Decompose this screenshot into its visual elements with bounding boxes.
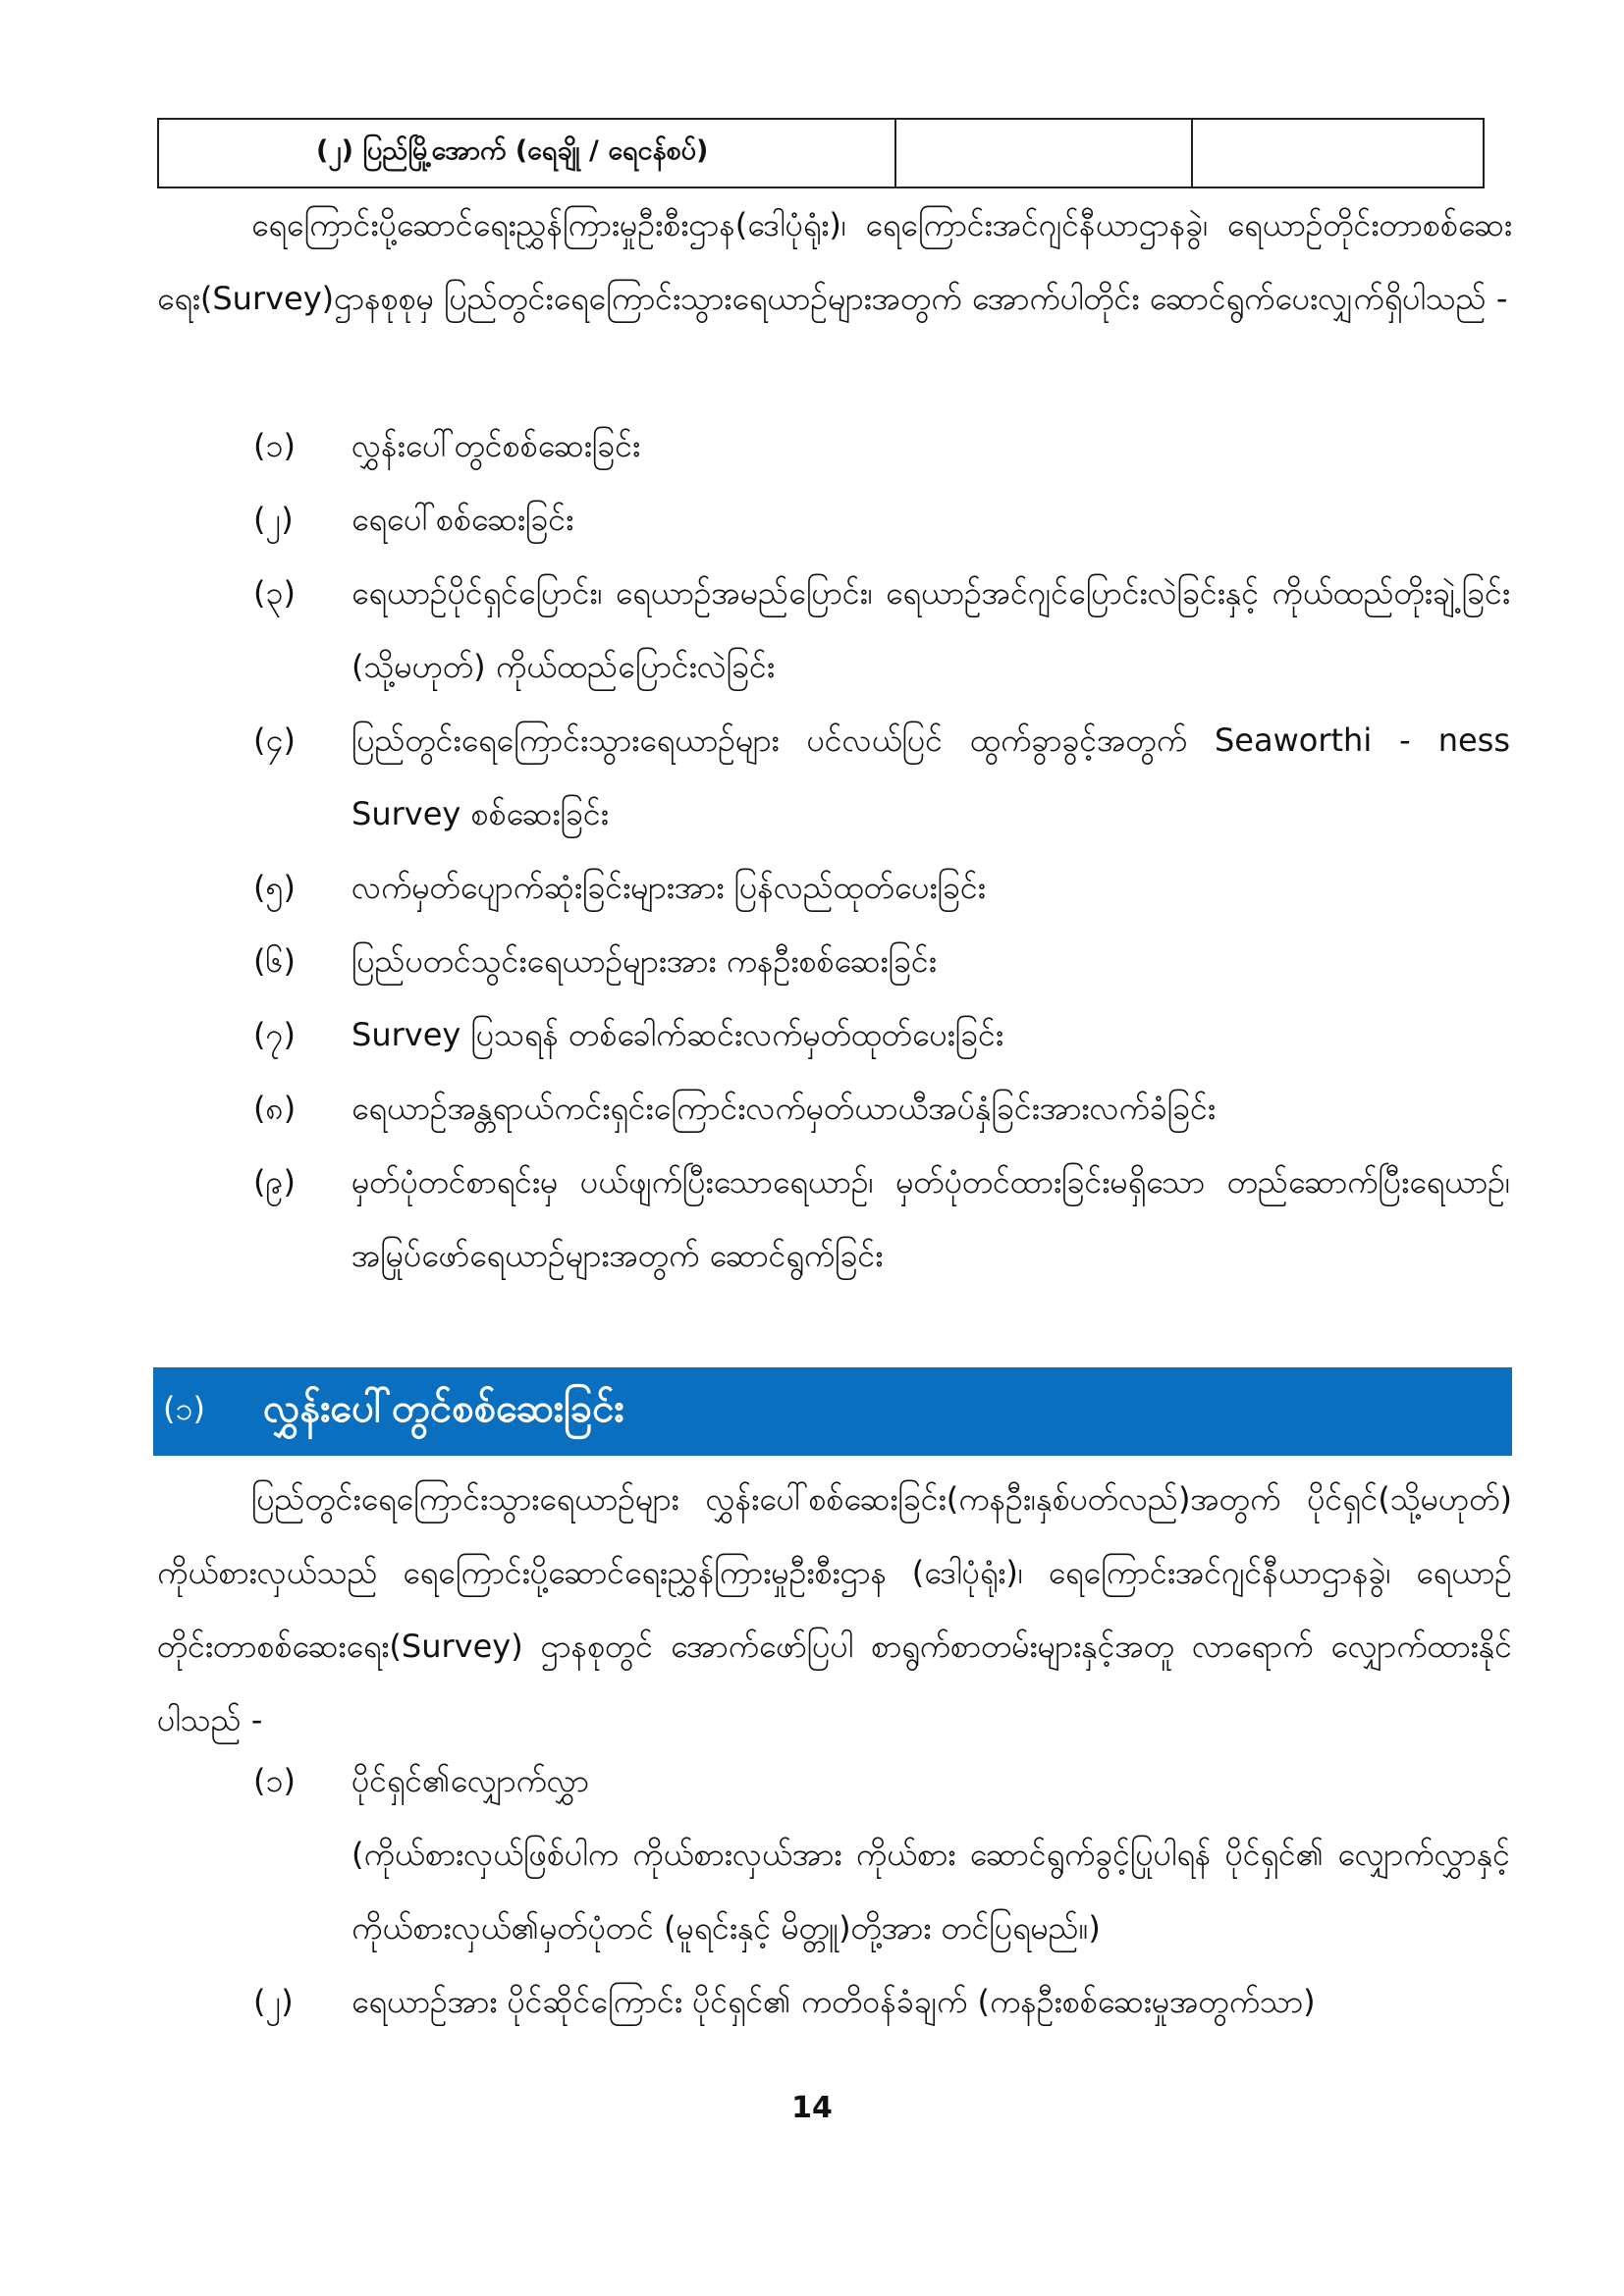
list-text: ပြည်တွင်းရေကြောင်းသွားရေယာဉ်များ ပင်လယ်ပြင် ထွက်ခွာခွင့်အတွက် Seaworthi - ness Survey စစ်ဆေးခြင်း [352, 721, 1510, 832]
list-item [0, 557, 1624, 704]
list-number: (၃) [253, 574, 296, 612]
page-number: 14 [791, 2091, 833, 2125]
list-number: (၂) [253, 1983, 294, 2020]
list-text: မှတ်ပုံတင်စာရင်းမှ ပယ်ဖျက်ပြီးသောရေယာဉ်၊ မှတ်ပုံတင်ထားခြင်းမရှိသော တည်ဆောက်ပြီးရေယာဉ်၊ အမြုပ်ဖော်ရေယာဉ်များအတွက် ဆောင်ရွက်ခြင်း [352, 1163, 1510, 1274]
intro-paragraph: ရေကြောင်းပို့ဆောင်ရေးညွှန်ကြားမှုဦးစီးဌာန(ဒေါပုံရုံး)၊ ရေကြောင်းအင်ဂျင်နီယာဌာနခွဲ၊ ရေယာဉ်တိုင်းတာစစ်ဆေးရေး(Survey)ဌာနစုစုမှ ပြည်တွင်းရေကြောင်းသွားရေယာဉ်များအတွက် အောက်ပါတိုင်း ဆောင်ရွက်ပေးလျှက်ရှိပါသည် - [157, 206, 1512, 317]
section-title: လွှန်းပေါ်တွင်စစ်ဆေးခြင်း [263, 1385, 624, 1431]
list-content [352, 1744, 1510, 1965]
documents-list [0, 1744, 1624, 2039]
table-cell-empty [1193, 120, 1483, 187]
list-text: လက်မှတ်ပျောက်ဆုံးခြင်းများအား ပြန်လည်ထုတ်ပေးခြင်း [352, 869, 986, 906]
section-heading-bar [153, 1367, 1512, 1456]
list-text: ရေယာဉ်ပိုင်ရှင်ပြောင်း၊ ရေယာဉ်အမည်ပြောင်း၊ ရေယာဉ်အင်ဂျင်ပြောင်းလဲခြင်းနှင့် ကိုယ်ထည်တိုးချဲ့ခြင်း (သို့မဟုတ်) ကိုယ်ထည်ပြောင်းလဲခြင်း [352, 574, 1510, 685]
list-item [0, 851, 1624, 925]
list-item [0, 483, 1624, 557]
list-item [0, 998, 1624, 1072]
list-item [0, 925, 1624, 998]
list-number: (၁) [253, 1762, 296, 1799]
list-text: ပိုင်ရှင်၏လျှောက်လွှာ [352, 1762, 589, 1799]
services-list [0, 409, 1624, 1293]
list-text: ပြည်ပတင်သွင်းရေယာဉ်များအား ကနဦးစစ်ဆေးခြင်း [352, 942, 937, 980]
list-text: Survey ပြသရန် တစ်ခေါက်ဆင်းလက်မှတ်ထုတ်ပေးခြင်း [352, 1016, 1003, 1053]
list-note: (ကိုယ်စားလှယ်ဖြစ်ပါက ကိုယ်စားလှယ်အား ကိုယ်စား ဆောင်ရွက်ခွင့်ပြုပါရန် ပိုင်ရှင်၏ လျှောက်လွှာနှင့် ကိုယ်စားလှယ်၏မှတ်ပုံတင် (မူရင်းနှင့် မိတ္တူ)တို့အား တင်ပြရမည်။) [352, 1836, 1510, 1947]
list-number: (၂) [253, 501, 294, 538]
list-item [0, 409, 1624, 483]
list-number: (၆) [253, 942, 296, 980]
list-item [0, 1146, 1624, 1293]
section-number: (၁) [163, 1390, 205, 1427]
list-item [0, 704, 1624, 851]
list-number: (၄) [253, 721, 296, 759]
table-cell-empty [896, 120, 1193, 187]
list-number: (၅) [253, 869, 296, 906]
list-text: လွှန်းပေါ်တွင်စစ်ဆေးခြင်း [352, 427, 641, 464]
list-text: ရေယာဉ်အန္တရာယ်ကင်းရှင်းကြောင်းလက်မှတ်ယာယီအပ်နှံခြင်းအားလက်ခံခြင်း [352, 1090, 1217, 1127]
list-text: ရေပေါ်စစ်ဆေးခြင်း [352, 501, 574, 538]
list-item [0, 1965, 1624, 2039]
list-item [0, 1744, 1624, 1965]
section-paragraph: ပြည်တွင်းရေကြောင်းသွားရေယာဉ်များ လွှန်းပေါ်စစ်ဆေးခြင်း(ကနဦး၊နှစ်ပတ်လည်)အတွက် ပိုင်ရှင်(သို့မဟုတ်) ကိုယ်စားလှယ်သည် ရေကြောင်းပို့ဆောင်ရေးညွှန်ကြားမှုဦးစီးဌာန (ဒေါပုံရုံး)၊ ရေကြောင်းအင်ဂျင်နီယာဌာနခွဲ၊ ရေယာဉ်တိုင်းတာစစ်ဆေးရေး(Survey) ဌာနစုတွင် အောက်ဖော်ပြပါ စာရွက်စာတမ်းများနှင့်အတူ လာရောက် လျှောက်ထားနိုင်ပါသည် - [157, 1480, 1512, 1738]
table-fragment [157, 118, 1485, 188]
list-item [0, 1072, 1624, 1146]
list-number: (၈) [253, 1090, 297, 1127]
list-number: (၁) [253, 427, 296, 464]
list-number: (၉) [253, 1163, 296, 1201]
list-number: (၇) [253, 1016, 296, 1053]
table-cell-label: (၂) ပြည်မြို့အောက် (ရေချို / ရေငန်စပ်) [159, 120, 896, 187]
list-text: ရေယာဉ်အား ပိုင်ဆိုင်ကြောင်း ပိုင်ရှင်၏ ကတိဝန်ခံချက် (ကနဦးစစ်ဆေးမှုအတွက်သာ) [352, 1983, 1316, 2020]
